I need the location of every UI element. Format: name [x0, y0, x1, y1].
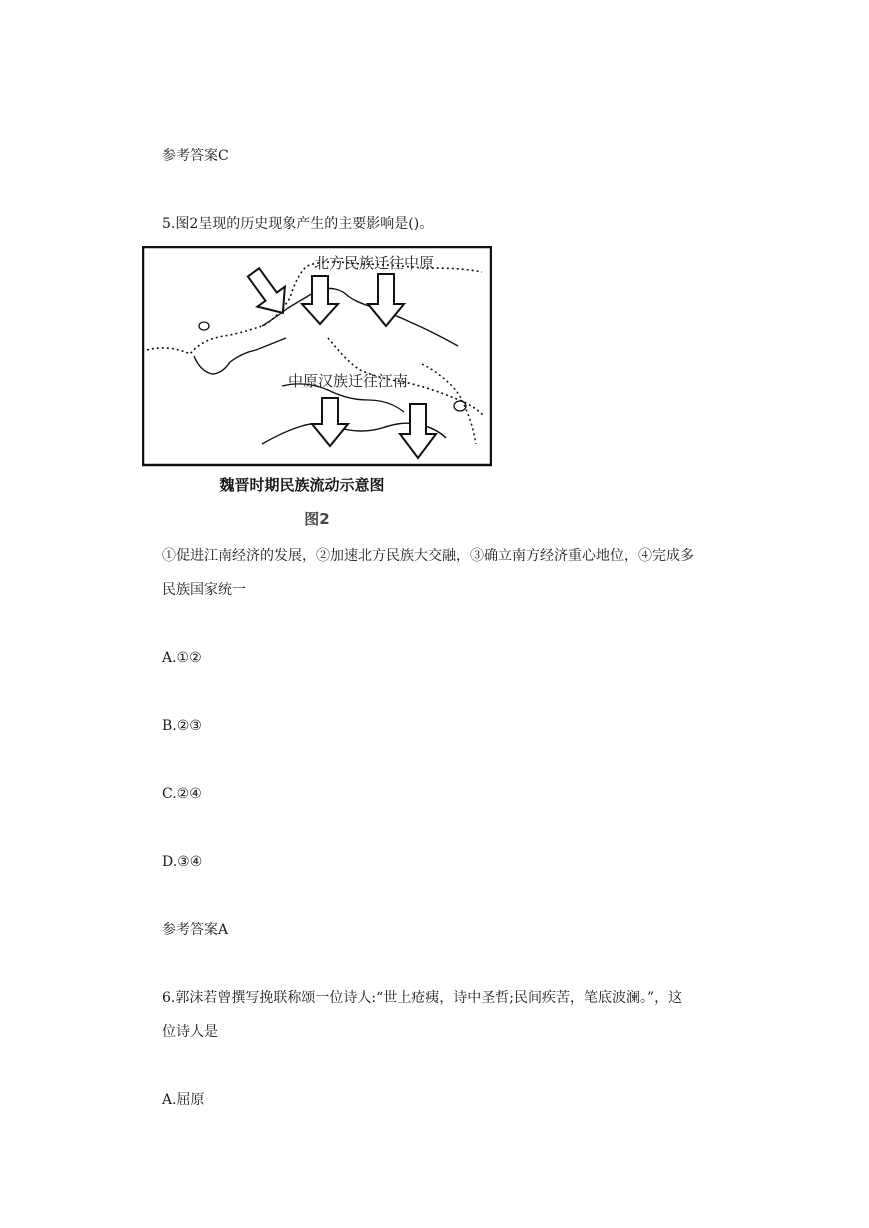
q5-stem: 5.图2呈现的历史现象产生的主要影响是()。	[162, 216, 434, 232]
migration-map	[142, 246, 492, 468]
q5-answer: 参考答案A	[162, 922, 229, 938]
label-south-migration: 中原汉族迁往江南	[288, 372, 409, 390]
q5-option-d: D.③④	[162, 854, 203, 870]
figure-label: 图2	[304, 510, 330, 528]
q6-stem-line2: 位诗人是	[162, 1024, 218, 1040]
q4-answer: 参考答案C	[162, 148, 229, 164]
label-north-migration: 北方民族迁往中原	[314, 254, 435, 272]
q5-option-a: A.①②	[162, 650, 202, 666]
q6-stem-line1: 6.郭沫若曾撰写挽联称颂一位诗人:“世上疮痍，诗中圣哲;民间疾苦，笔底波澜。”，这	[162, 990, 683, 1006]
q5-option-b: B.②③	[162, 718, 202, 734]
q5-statements-line2: 民族国家统一	[162, 582, 246, 598]
q6-option-a: A.屈原	[162, 1092, 205, 1108]
q5-option-c: C.②④	[162, 786, 202, 802]
figure-caption: 魏晋时期民族流动示意图	[219, 476, 385, 494]
migration-map-figure	[142, 246, 492, 468]
q5-statements-line1: ①促进江南经济的发展，②加速北方民族大交融，③确立南方经济重心地位，④完成多	[162, 548, 694, 564]
